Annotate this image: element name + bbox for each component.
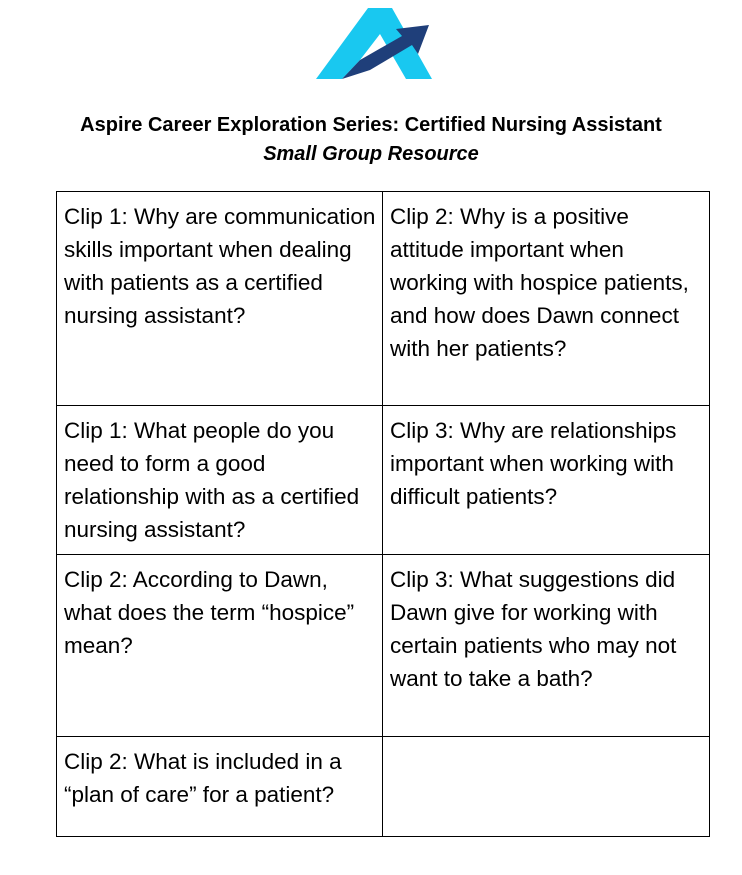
table-row: [57, 192, 710, 406]
table-row: [57, 555, 710, 737]
document-subtitle: Small Group Resource: [263, 143, 479, 165]
question-cell: Clip 3: Why are relationships important when working with difficult patients?: [383, 406, 710, 555]
aspire-logo: [316, 8, 432, 80]
question-cell: Clip 2: What is included in a “plan of care” for a patient?: [57, 737, 383, 837]
empty-cell: [383, 737, 710, 837]
question-cell: Clip 3: What suggestions did Dawn give for working with certain patients who may not want to take a bath?: [383, 555, 710, 737]
question-cell: Clip 1: What people do you need to form a good relationship with as a certified nursing assistant?: [57, 406, 383, 555]
table-row: [57, 737, 710, 837]
questions-table: [56, 191, 710, 837]
document-title: Aspire Career Exploration Series: Certified Nursing Assistant: [80, 114, 662, 136]
question-cell: Clip 1: Why are communication skills important when dealing with patients as a certified nursing assistant?: [57, 192, 383, 406]
table-row: [57, 406, 710, 555]
question-cell: Clip 2: According to Dawn, what does the term “hospice” mean?: [57, 555, 383, 737]
question-cell: Clip 2: Why is a positive attitude important when working with hospice patients, and how does Dawn connect with her patients?: [383, 192, 710, 406]
